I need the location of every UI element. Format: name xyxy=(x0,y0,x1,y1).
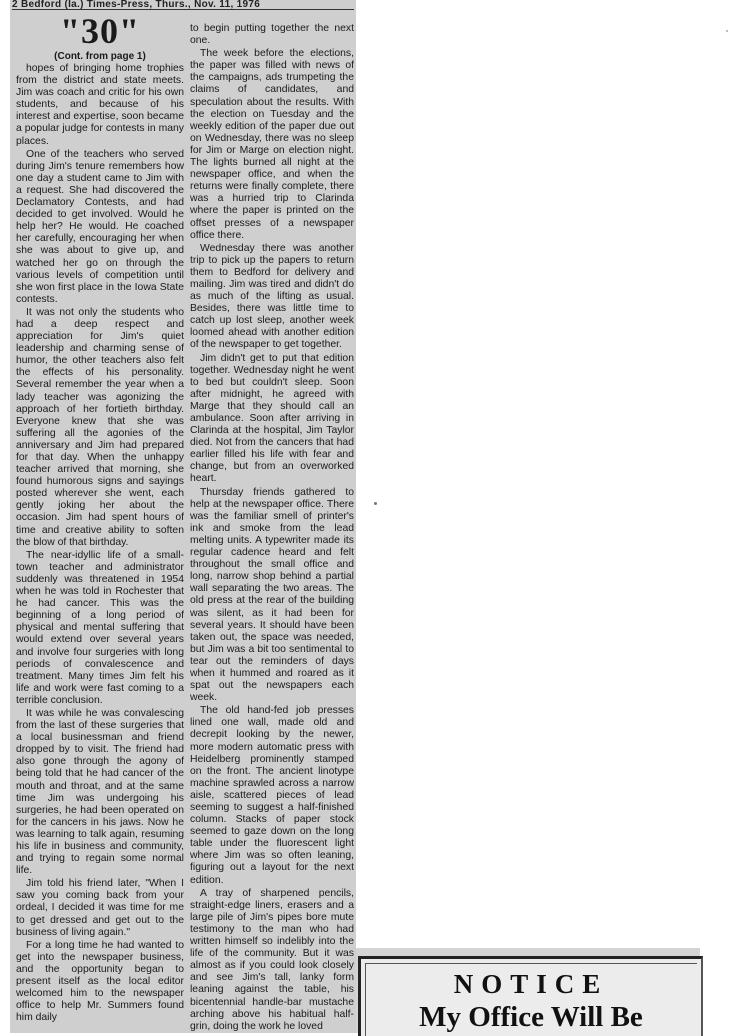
paragraph: Wednesday there was another trip to pick up the papers to return them to Bedford for delivery and mailing. Jim was tired and didn't do as much of the lifting as usual. Besides, there was little time to catch up lost sleep, another week loomed ahead with another edition of the newspaper to get together. xyxy=(190,242,354,351)
paragraph: It was not only the students who had a deep respect and appreciation for Jim's quiet leadership and charming sense of humor, the other teachers also felt the effects of his personality. Several remember the year when a lady teacher was agonizing the approach of her fortieth birthday. Everyone knew that she was suffering all the agonies of the anniversary and Jim had prepared for that day. When the unhappy teacher arrived that morning, she found humorous signs and sayings posted wherever she went, each gently joking her about the occasion. Jim had spent hours of time and creative ability to soften the blow of that birthday. xyxy=(16,306,184,548)
paragraph: The week before the elections, the paper was filled with news of the campaigns, ads trumpeting the claims of candidates, and speculation about the results. With the election on Tuesday and the weekly edition of the paper due out on Wednesday, there was no sleep for Jim or Marge on election night. The lights burned all night at the newspaper office, and when the returns were finally complete, there was a hurried trip to Clarinda where the paper is printed on the offset presses of a newspaper office there. xyxy=(190,48,354,241)
article-column-1 xyxy=(16,13,184,1033)
notice-subtitle: My Office Will Be xyxy=(419,1001,643,1033)
article-headline: "30" xyxy=(60,13,140,51)
paragraph: The near-idyllic life of a small-town teacher and administrator suddenly was threatened in 1954 when he was told in Rochester that he had cancer. This was the beginning of a long period of physical and mental suffering that would extend over several years and involve four surgeries with long periods of convalescence and treatment. Many times Jim felt his life and work were fast coming to a terrible conclusion. xyxy=(16,549,184,706)
paragraph: One of the teachers who served during Jim's tenure remembers how one day a student came to Jim with a request. She had discovered the Declamatory Contests, and had decided to get involved. Would he help her? He would. He coached her carefully, encouraging her when she was about to give up, and watched her go on through the various levels of competition until she won first place in the Iowa State contests. xyxy=(16,148,184,305)
paragraph: A tray of sharpened pencils, straight-edge liners, erasers and a large pile of Jim's pipes bore mute testimony to the man who had written himself so indelibly into the life of the community. But it was almost as if you could look closely and see Jim's tall, lanky form leaning against the table, his bicentennial handle-bar mustache arching above his habitual half-grin, doing the work he loved xyxy=(190,887,354,1032)
paragraph: Jim didn't get to put that edition together. Wednesday night he went to bed but couldn't sleep. Soon after midnight, he agreed with Marge that they should call an ambulance. Soon after arriving in Clarinda at the hospital, Jim Taylor died. Not from the cancers that had earlier filled his life with fear and change, but from an overworked heart. xyxy=(190,352,354,485)
paper-speck xyxy=(726,30,728,32)
paragraph: hopes of bringing home trophies from the district and state meets. Jim was coach and critic for his own students, and because of his interest and expertise, soon became a popular judge for contests in many places. xyxy=(16,63,184,147)
notice-advertisement xyxy=(358,956,703,1036)
paragraph: Thursday friends gathered to help at the newspaper office. There was the familiar smell of printer's ink and smoke from the lead melting units. A typewriter made its regular cadence heard and felt throughout the small office and long, narrow shop behind a partial wall separating the two areas. The old press at the rear of the building was silent, as it had been for several years. It should have been taken out, the space was needed, but Jim was a bit too sentimental to tear out the reminders of days when it hummed and roared as it spat out the newspapers each week. xyxy=(190,486,354,704)
paragraph: It was while he was convalescing from the last of these surgeries that a local businessman and friend dropped by to visit. The friend had also gone through the agony of being told that he had cancer of the mouth and throat, and at the same time Jim was undergoing his surgeries, he had been operated on for the cancers in his jaws. Now he was learning to talk again, resuming his life in business and community, and trying to regain some normal life. xyxy=(16,707,184,877)
paragraph: For a long time he had wanted to get into the newspaper business, and the opportunity began to present itself as the local editor welcomed him to the newspaper office to help Mr. Summers found him daily xyxy=(16,939,184,1024)
page-folio: 2 Bedford (Ia.) Times-Press, Thurs., Nov. 11, 1976 xyxy=(12,0,354,10)
continued-note: (Cont. from page 1) xyxy=(54,51,146,62)
paragraph: to begin putting together the next one. xyxy=(190,23,354,47)
notice-title: NOTICE xyxy=(453,969,609,999)
article-column-2 xyxy=(190,23,354,1033)
paragraph: The old hand-fed job presses lined one wall, made old and decrepit looking by the newer, more modern automatic press with Heidelberg prominently stamped on the front. The ancient linotype machine sprawled across a narrow aisle, scattered pieces of lead seeming to suggest a half-finished column. Stacks of paper stock seemed to gaze down on the long table under the fluorescent light where Jim was so often leaning, figuring out a layout for the next edition. xyxy=(190,705,354,886)
paper-speck xyxy=(374,502,377,505)
paragraph: Jim told his friend later, "When I saw you coming back from your ordeal, I decided it was time for me to get dressed and get out to the business of living again." xyxy=(16,878,184,938)
